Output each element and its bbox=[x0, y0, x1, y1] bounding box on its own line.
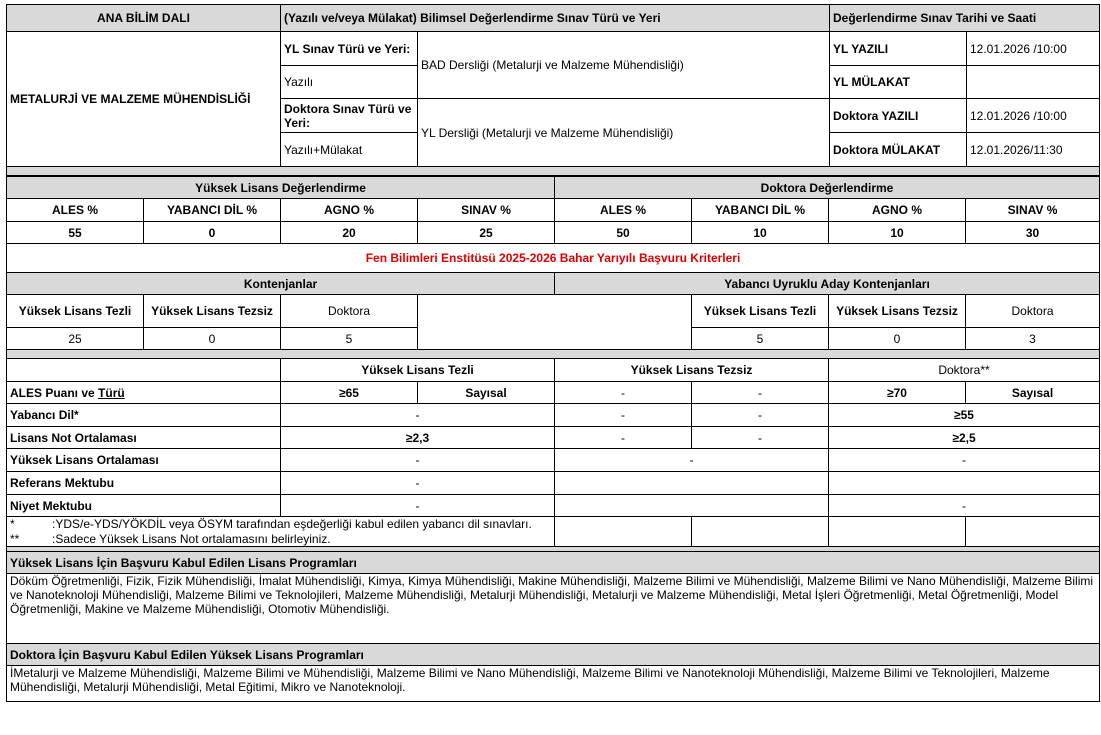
empty-cell bbox=[692, 517, 829, 547]
criteria-blank-header bbox=[7, 359, 281, 382]
eval-col-header: AGNO % bbox=[281, 199, 418, 222]
page-title: Fen Bilimleri Enstitüsü 2025-2026 Bahar Yarıyılı Başvuru Kriterleri bbox=[7, 244, 1100, 273]
quota-value: 25 bbox=[7, 328, 144, 350]
gpa-value: ≥2,3 bbox=[281, 427, 555, 449]
eval-value: 20 bbox=[281, 222, 418, 244]
eval-value: 10 bbox=[829, 222, 966, 244]
ales-label bbox=[7, 382, 281, 404]
dr-exam-place: YL Dersliği (Metalurji ve Malzeme Mühendisliği) bbox=[418, 99, 830, 167]
language-value: - bbox=[692, 404, 829, 427]
divider bbox=[7, 167, 1100, 176]
dr-programs-header: Doktora İçin Başvuru Kabul Edilen Yüksek Lisans Programları bbox=[7, 644, 1100, 666]
date-label: Doktora MÜLAKAT bbox=[830, 133, 967, 167]
criteria-header-tezli: Yüksek Lisans Tezli bbox=[281, 359, 555, 382]
exam-info-table bbox=[6, 4, 1100, 176]
criteria-header-doktora: Doktora** bbox=[829, 359, 1100, 382]
gpa-value: - bbox=[692, 427, 829, 449]
footnote-1 bbox=[7, 517, 555, 532]
ales-value: Sayısal bbox=[966, 382, 1100, 404]
ales-value: Sayısal bbox=[418, 382, 555, 404]
yl-exam-place: BAD Dersliği (Metalurji ve Malzeme Mühendisliği) bbox=[418, 32, 830, 99]
ales-value: ≥70 bbox=[829, 382, 966, 404]
eval-col-header: ALES % bbox=[555, 199, 692, 222]
yl-programs-list: Döküm Öğretmenliği, Fizik, Fizik Mühendisliği, İmalat Mühendisliği, Kimya, Kimya Mühendisliği, Makine Mühendisliği, Malzeme Bilimi ve Mühendisliği, Malzeme Bilimi ve Nano Mühendisliği, Malzeme Bilimi ve Nanoteknoloji Mühendisliği, Malzeme Bilimi ve Teknolojileri, Malzeme Mühendisliği, Metalurji Mühendisliği, Metalurji ve Malzeme Mühendisliği, Metal İşleri Öğretmenliği, Metal Öğretmenliği, Model Öğretmenliği, Makine ve Malzeme Mühendisliği, Otomotiv Mühendisliği. bbox=[7, 574, 1100, 644]
footnote-mark: * bbox=[10, 517, 15, 532]
empty-cell bbox=[829, 472, 1100, 495]
yl-exam-type: Yazılı bbox=[281, 66, 418, 99]
language-value: ≥55 bbox=[829, 404, 1100, 427]
yl-gpa-label: Yüksek Lisans Ortalaması bbox=[7, 449, 281, 472]
ales-label-text: ALES Puanı ve bbox=[10, 385, 99, 400]
ales-value: - bbox=[555, 382, 692, 404]
empty-cell bbox=[966, 517, 1100, 547]
footnote-text: :YDS/e-YDS/YÖKDİL veya ÖSYM tarafından eşdeğerliği kabul edilen yabancı dil sınavları. bbox=[52, 517, 532, 532]
exam-type-header: (Yazılı ve/veya Mülakat) Bilimsel Değerlendirme Sınav Türü ve Yeri bbox=[281, 5, 830, 32]
eval-value: 0 bbox=[144, 222, 281, 244]
department-name: METALURJİ VE MALZEME MÜHENDİSLİĞİ bbox=[7, 32, 281, 167]
reference-value: - bbox=[281, 472, 555, 495]
footnote-2 bbox=[7, 532, 555, 547]
ales-value: - bbox=[692, 382, 829, 404]
intent-value: - bbox=[829, 495, 1100, 517]
quota-value: 5 bbox=[281, 328, 418, 350]
eval-value: 55 bbox=[7, 222, 144, 244]
yl-programs-header: Yüksek Lisans İçin Başvuru Kabul Edilen Lisans Programları bbox=[7, 552, 1100, 574]
eval-col-header: YABANCI DİL % bbox=[144, 199, 281, 222]
quota-value: 0 bbox=[144, 328, 281, 350]
yl-exam-label: YL Sınav Türü ve Yeri: bbox=[281, 32, 418, 66]
foreign-quota-value: 5 bbox=[692, 328, 829, 350]
yl-gpa-value: - bbox=[555, 449, 829, 472]
exam-date-header: Değerlendirme Sınav Tarihi ve Saati bbox=[830, 5, 1100, 32]
divider bbox=[7, 350, 1100, 359]
empty-cell bbox=[555, 472, 829, 495]
eval-col-header: SINAV % bbox=[966, 199, 1100, 222]
gpa-value: ≥2,5 bbox=[829, 427, 1100, 449]
dr-programs-list: İMetalurji ve Malzeme Mühendisliği, Malzeme Bilimi ve Mühendisliği, Malzeme Bilimi ve Nano Mühendisliği, Malzeme Bilimi ve Nanoteknoloji Mühendisliği, Malzeme Bilimi ve Teknolojileri, Malzeme Mühendisliği, Metalurji Mühendisliği, Metal Eğitimi, Mikro ve Nanoteknoloji. bbox=[7, 666, 1100, 702]
date-value: 12.01.2026/11:30 bbox=[967, 133, 1100, 167]
department-header: ANA BİLİM DALI bbox=[7, 5, 281, 32]
foreign-quota-col-header: Yüksek Lisans Tezsiz bbox=[829, 295, 966, 328]
date-value: 12.01.2026 /10:00 bbox=[967, 32, 1100, 66]
dr-exam-type: Yazılı+Mülakat bbox=[281, 133, 418, 167]
footnote-mark: ** bbox=[10, 531, 20, 546]
evaluation-table bbox=[6, 176, 1100, 702]
date-label: Doktora YAZILI bbox=[830, 99, 967, 133]
empty-cell bbox=[418, 295, 692, 350]
eval-value: 10 bbox=[692, 222, 829, 244]
intent-value: - bbox=[281, 495, 555, 517]
ales-value: ≥65 bbox=[281, 382, 418, 404]
empty-cell bbox=[829, 517, 966, 547]
foreign-quota-col-header: Doktora bbox=[966, 295, 1100, 328]
reference-label: Referans Mektubu bbox=[7, 472, 281, 495]
quota-col-header: Yüksek Lisans Tezsiz bbox=[144, 295, 281, 328]
dr-exam-label: Doktora Sınav Türü ve Yeri: bbox=[281, 99, 418, 133]
footnote-text: :Sadece Yüksek Lisans Not ortalamasını belirleyiniz. bbox=[52, 531, 331, 546]
eval-value: 50 bbox=[555, 222, 692, 244]
yl-evaluation-header: Yüksek Lisans Değerlendirme bbox=[7, 177, 555, 199]
quota-header: Kontenjanlar bbox=[7, 273, 555, 295]
criteria-sheet bbox=[6, 4, 1099, 702]
yl-gpa-value: - bbox=[829, 449, 1100, 472]
foreign-quota-value: 0 bbox=[829, 328, 966, 350]
eval-value: 25 bbox=[418, 222, 555, 244]
eval-col-header: YABANCI DİL % bbox=[692, 199, 829, 222]
eval-col-header: AGNO % bbox=[829, 199, 966, 222]
empty-cell bbox=[555, 517, 692, 547]
criteria-header-tezsiz: Yüksek Lisans Tezsiz bbox=[555, 359, 829, 382]
date-value: 12.01.2026 /10:00 bbox=[967, 99, 1100, 133]
foreign-quota-value: 3 bbox=[966, 328, 1100, 350]
eval-value: 30 bbox=[966, 222, 1100, 244]
eval-col-header: SINAV % bbox=[418, 199, 555, 222]
intent-label: Niyet Mektubu bbox=[7, 495, 281, 517]
ales-label-type: Türü bbox=[98, 385, 125, 400]
date-label: YL YAZILI bbox=[830, 32, 967, 66]
foreign-quota-col-header: Yüksek Lisans Tezli bbox=[692, 295, 829, 328]
gpa-label: Lisans Not Ortalaması bbox=[7, 427, 281, 449]
date-label: YL MÜLAKAT bbox=[830, 66, 967, 99]
dr-evaluation-header: Doktora Değerlendirme bbox=[555, 177, 1100, 199]
yl-gpa-value: - bbox=[281, 449, 555, 472]
quota-col-header: Yüksek Lisans Tezli bbox=[7, 295, 144, 328]
empty-cell bbox=[555, 495, 829, 517]
language-value: - bbox=[555, 404, 692, 427]
language-label: Yabancı Dil* bbox=[7, 404, 281, 427]
foreign-quota-header: Yabancı Uyruklu Aday Kontenjanları bbox=[555, 273, 1100, 295]
quota-col-header: Doktora bbox=[281, 295, 418, 328]
language-value: - bbox=[281, 404, 555, 427]
date-value bbox=[967, 66, 1100, 99]
eval-col-header: ALES % bbox=[7, 199, 144, 222]
gpa-value: - bbox=[555, 427, 692, 449]
